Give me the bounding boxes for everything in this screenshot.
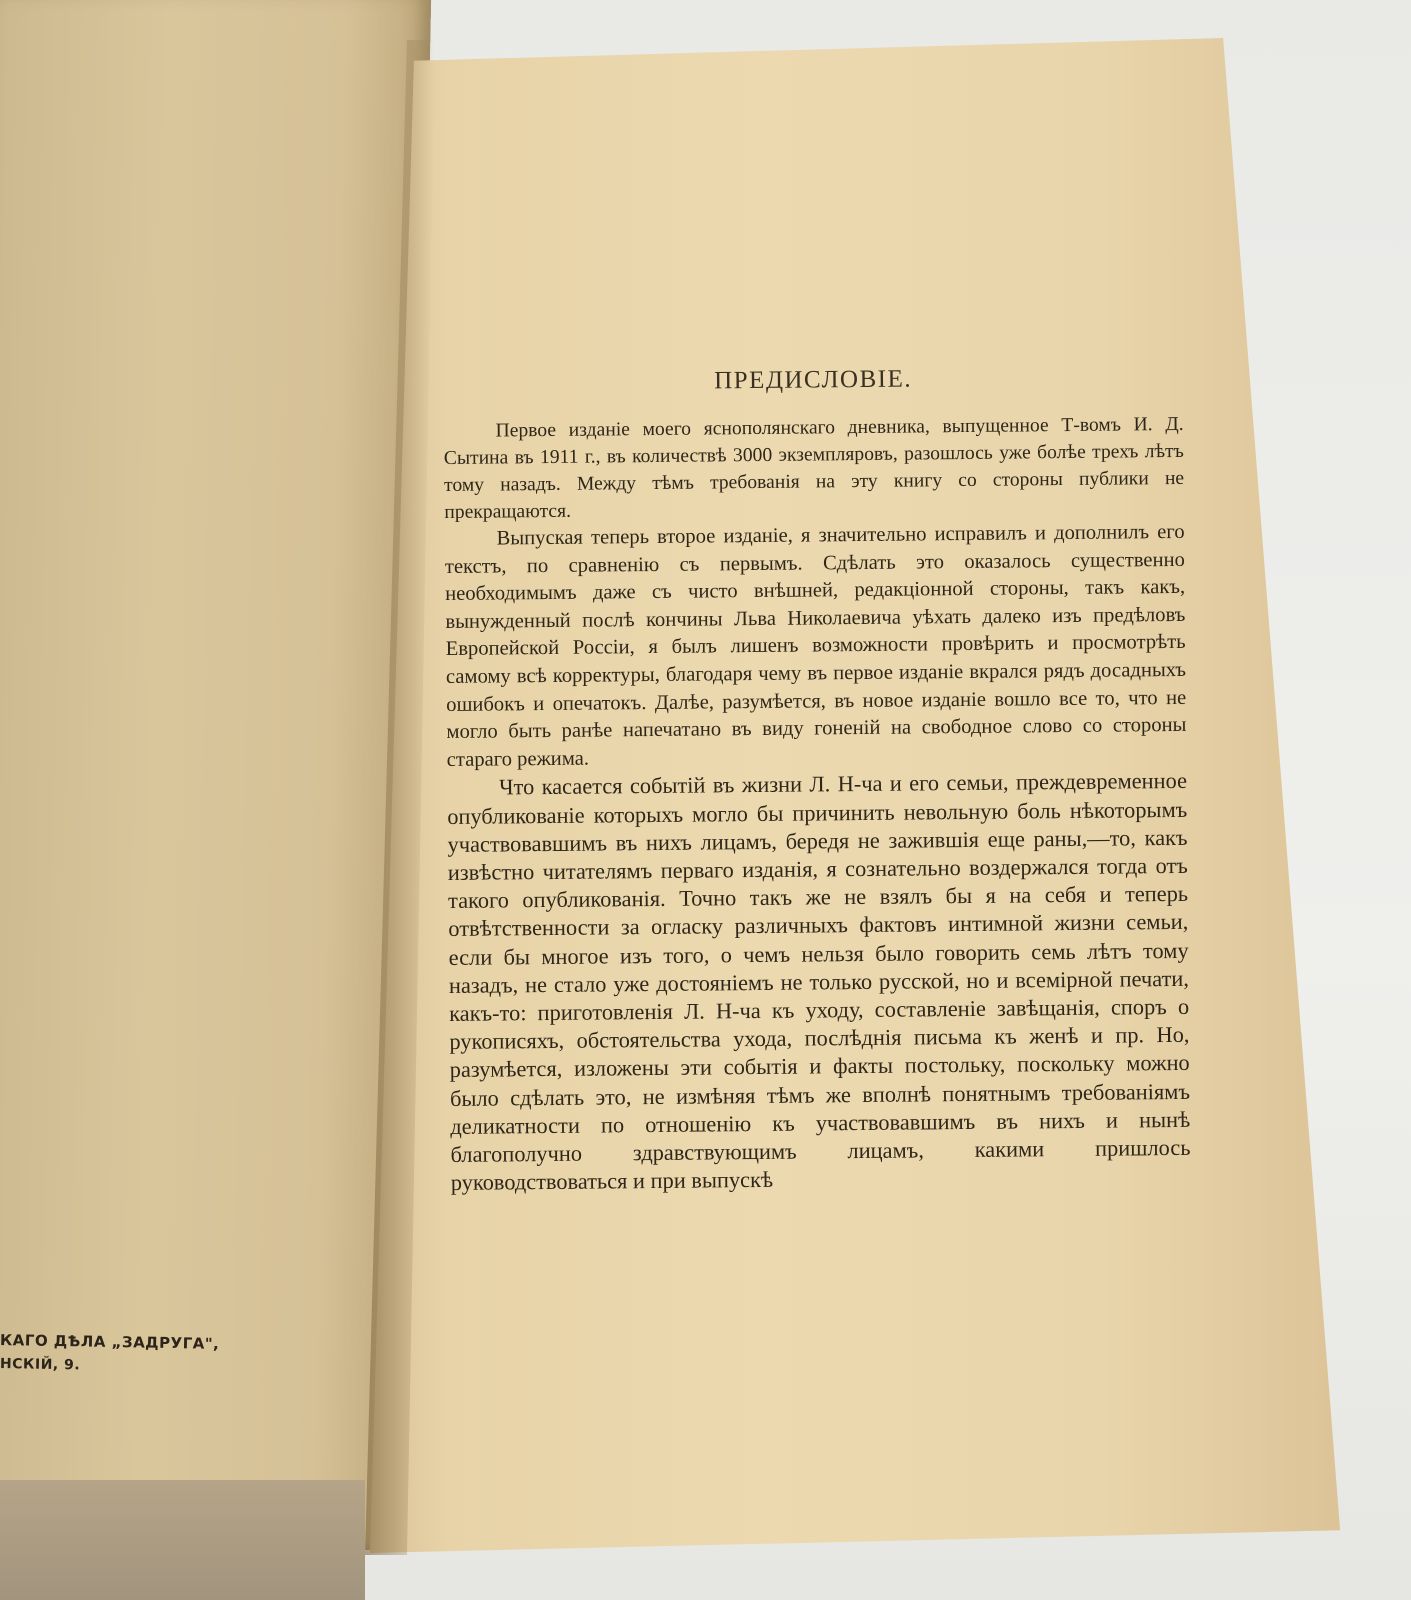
left-facing-page	[0, 0, 431, 1550]
book-cover-edge	[0, 1480, 365, 1600]
paragraph-3: Что касается событій въ жизни Л. Н-ча и его семьи, преждевременное опубликованіе которыхъ могло бы причинить невольную боль нѣкоторымъ участвовавшимъ въ нихъ лицамъ, бередя не зажившія еще раны,—то, какъ извѣстно читателямъ перваго изданія, я сознательно воздержался тогда отъ такого опубликованія. Точно такъ же не взялъ бы я на себя и теперь отвѣтственности за огласку различныхъ фактовъ интимной жизни семьи, если бы многое изъ того, о чемъ нельзя было говорить семь лѣтъ тому назадъ, не стало уже достояніемъ не только русской, но и всемірной печати, какъ-то: приготовленія Л. Н-ча къ уходу, составленіе завѣщанія, споръ о рукописяхъ, обстоятельства ухода, послѣднія письма къ женѣ и пр. Но, разумѣется, изложены эти событія и факты постольку, поскольку можно было сдѣлать это, не измѣняя тѣмъ же вполнѣ понятнымъ требованіямъ деликатности по отношенію къ участвовавшимъ въ нихъ и нынѣ благополучно здравствующимъ лицамъ, какими пришлось руководствоваться и при выпускѣ	[447, 768, 1191, 1196]
page-text-block	[443, 363, 1191, 1197]
page-title: ПРЕДИСЛОВІЕ.	[714, 365, 913, 395]
paragraph-1: Первое изданіе моего яснополянскаго дневника, выпущенное Т-вомъ И. Д. Сытина въ 1911 г., въ количествѣ 3000 экземпляровъ, разошлось уже болѣе трехъ лѣтъ тому назадъ. Между тѣмъ требованія на эту книгу со стороны публики не прекращаются.	[443, 413, 1185, 523]
publisher-imprint	[0, 1328, 260, 1376]
imprint-line-2: НСКІЙ, 9.	[0, 1356, 81, 1374]
paragraph-2: Выпуская теперь второе изданіе, я значительно исправилъ и дополнилъ его текстъ, по сравненію съ первымъ. Сдѣлать это оказалось существенно необходимымъ даже съ чисто внѣшней, редакціонной стороны, такъ какъ, вынужденный послѣ кончины Льва Николаевича уѣхать далеко изъ предѣловъ Европейской Россіи, я былъ лишенъ возможности провѣрить и просмотрѣть самому всѣ корректуры, благодаря чему въ первое изданіе вкрался рядъ досадныхъ ошибокъ и опечатокъ. Далѣе, разумѣется, въ новое изданіе вошло все то, что не могло быть ранѣе напечатано въ виду гоненій на свободное слово со стороны стараго режима.	[444, 520, 1187, 771]
imprint-line-1: КАГО ДѢЛА „ЗАДРУГА",	[0, 1331, 220, 1353]
